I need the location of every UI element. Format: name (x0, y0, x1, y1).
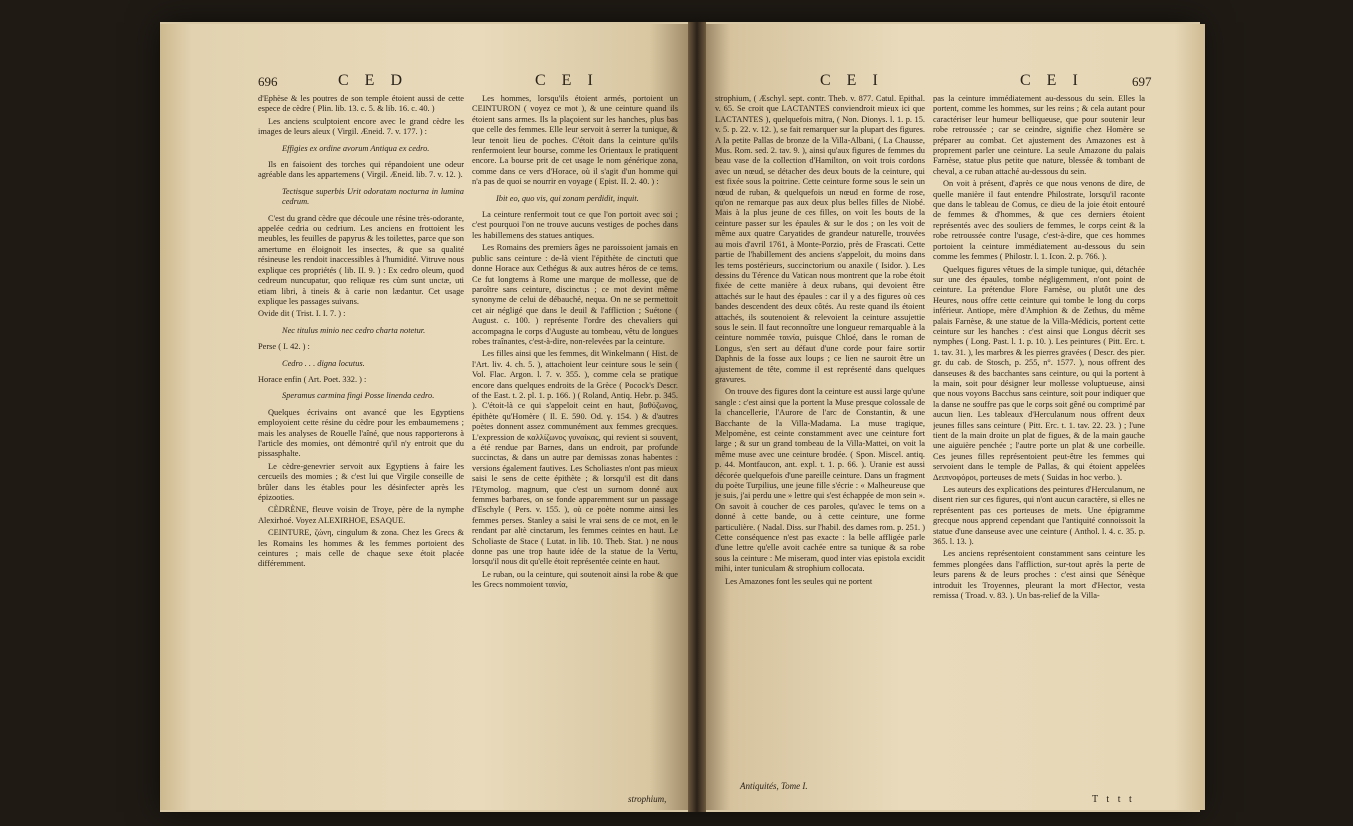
paragraph: On voit à présent, d'après ce que nous venons de dire, de quelle manière il faut entendre Philostrate, lorsqu'il raconte que dans le tableau de Comus, ce dieu de la joie étoit entouré de femmes & d'hommes, & que ces derniers étoient représentés avec des souliers de femmes, le corps ceint & la robe retroussée contre l'usage, c'est-à-dire, que ces hommes portoient la ceinture immédiatement au-dessous du sein comme les femmes ( Philostr. l. 1. Icon. 2. p. 766. ). (933, 179, 1145, 262)
right-running-head-left: C E I (820, 72, 884, 89)
signature-mark: T t t t (1092, 794, 1135, 805)
paragraph: strophium, ( Æschyl. sept. contr. Theb. v. 877. Catul. Epithal. v. 65. Se croit que LACTANTES conviendroit mieux ici que LACTANTES ), quelquefois mitra, ( Non. Dionys. l. 1. p. 15. v. 5. p. 22. v. 12. ), se fait remarquer sur la plupart des figures. A la petite Pallas de bronze de la Villa-Albani, ( La Chausse, Mus. Rom. sed. 2. tav. 9. ), ainsi qu'aux figures de femmes du beau vase de la collection d'Hamilton, on voit trois cordons avec un nœud, se détacher des deux bouts de la ceinture, qui est fixée sous la poitrine. Cette ceinture forme sous le sein un nœud de ruban, & quelquefois un nœud en forme de rose, qu'on ne remarque pas aux deux plus belles filles de Niobé. Mais à la plus jeune de ces filles, on voit les bouts de la ceinture passer sur les épaules & sur le dos ; on les voit de même aux quatre Caryatides de grandeur naturelle, trouvées au mois d'avril 1761, à Monte-Porzio, près de Frascati. Cette partie de l'habillement des anciens s'appeloit, du moins dans les tems postérieurs, succinctorium ou anaxile ( Isidor. ). Les dessins du Térence du Vatican nous montrent que la robe étoit fixée de cette manière à deux rubans, qui devoient être attachés sur le haut des épaules : car il y a des figures où ces bandes descendent des deux côtés. Au reste quand ils étoient attachés, ils soutenoient & relevoient la ceinture assujettie sous le sein. Il faut reconnoître une longueur remarquable à la ceinture nommée ταινία, puisque Chloé, dans le roman de Longus, s'en sert au défaut d'une corde pour faire sortir Daphnis de la fosse aux loups ; ce lien ne sauroit être un ajustement de tête, comme il est représenté dans quelques gravures. (715, 94, 925, 384)
paragraph: Le ruban, ou la ceinture, qui soutenoit ainsi la robe & que les Grecs nommoient ταινία, (472, 569, 678, 590)
verse-quote: Tectisque superbis Urit odoratam nocturna in lumina cedrum. (282, 186, 464, 207)
book-gutter (688, 22, 706, 812)
right-page-number: 697 (1132, 74, 1152, 89)
paragraph: Les auteurs des explications des peintures d'Herculanum, ne disent rien sur ces figures, qui n'ont aucun caractère, si elles ne représentent pas ces porteuses de mets. Une épigramme grecque nous apprend cependant que l'antiquité connoissoit la statue d'une danseuse avec une ceinture ( Anthol. l. 4. c. 35. p. 365. l. 13. ). (933, 485, 1145, 547)
paragraph: Les hommes, lorsqu'ils étoient armés, portoient un CEINTURON ( voyez ce mot ), & une ceinture quand ils étoient sans armes. Ils la plaçoient sur les hanches, plus bas que celle des femmes. Elle leur servoit à serrer la tunique, & leur tenoit lieu de poches. C'étoit dans la ceinture qu'ils renfermoient leur bourse, comme les Orientaux le pratiquent encore. La bourse prit de cet usage le nom générique zona, comme dans ce vers d'Horace, où il s'agit d'un homme qui n'a pas de quoi se nourrir en voyage ( Epist. II. 2. 40. ) : (472, 94, 678, 187)
paragraph: Quelques figures vêtues de la simple tunique, qui, détachée sur une des épaules, tombe négligemment, n'ont point de ceinture. La prétendue Flore Farnèse, ou plutôt une des Heures, nous offre cette ceinture qui tombe le long du corps inférieur. Antiope, mère d'Amphion & de Zethus, du même palais Farnèse, & une statue de la Villa-Médicis, portent cette ceinture sur les hanches : c'est ainsi que Longus décrit ses nymphes ( Long. Past. l. 1. p. 10. ). Les peintures ( Pitt. Erc. t. 1. tav. 31. ), les marbres & les pierres gravées ( Descr. des pier. gr. du cab. de Stosch, p. 255, n°. 1577. ), nous offrent des danseuses & des bacchantes sans ceinture, ou qui la portent à la main, soit pour désigner leur mollesse voluptueuse, ainsi que nous voyons Bacchus sans ceinture, soit pour indiquer que la danse ne souffre pas que le corps soit gêné ou comprimé par aucun lien. Les tableaux d'Herculanum nous offrent deux jeunes filles sans ceinture ( Pitt. Erc. t. 1. tav. 22. 23. ) ; l'une tient de la main droite un plat de figues, & de la main gauche une aiguière penchée ; l'autre porte un plat & une corbeille. Ces jeunes filles représentoient peut-être les femmes qui servoient dans le temple de Pallas, & qui étoient appelées Δειπνοφόροι, porteuses de mets ( Suidas in hoc verbo. ). (933, 264, 1145, 482)
right-running-head-right: C E I (1020, 72, 1084, 89)
right-column-1 (715, 94, 925, 780)
paragraph: Ovide dit ( Trist. I. I. 7. ) : (258, 309, 346, 319)
paragraph: Les Romains des premiers âges ne paroissoient jamais en public sans ceinture : de-là vient l'épithète de cinctuti que donne Horace aux Cethégus & aux autres héros de ce tems. Ce fut longtems à Rome une marque de mollesse, que de paroître sans ceinture, discinctus ; ce mot devint même synonyme de celui de débauché, nequa. On ne se permettoit cet air négligé que dans le deuil & l'affliction ; Suétone ( August. c. 100. ) représente l'ordre des chevaliers qui accompagna le corps d'Auguste au tombeau, vêtu de longues robes traînantes, c'est-à-dire, non-relevées par la ceinture. (472, 243, 678, 346)
paragraph: CÈDRÈNE, fleuve voisin de Troye, père de la nymphe Alexirhoé. Voyez ALEXIRHOE, ESAQUE. (258, 505, 464, 525)
paragraph: Les anciens sculptoient encore avec le grand cèdre les images de leurs aïeux ( Virgil. Æneid. 7. v. 177. ) : (258, 116, 464, 137)
left-column-1 (258, 94, 464, 794)
paragraph: Ils en faisoient des torches qui répandoient une odeur agréable dans les appartemens ( Virgil. Æneid. lib. 7. v. 12. ). (258, 160, 464, 180)
left-page-number: 696 (258, 74, 278, 89)
paragraph: Les filles ainsi que les femmes, dit Winkelmann ( Hist. de l'Art. liv. 4. ch. 5. ), attachoient leur ceinture sous le sein ( Vol. Flac. Argon. l. 7. v. 355. ), comme cela se pratique encore dans quelques endroits de la Grèce ( Pocock's Descr. of the East. t. 2. pl. 1. p. 166. ) ( Roland, Antiq. Hebr. p. 345. ). C'étoit-là ce qui s'appeloit ceint en haut, βαθύζωνος, épithète qu'Homère ( Il. E. 590. Od. γ. 154. ) & d'autres poètes donnent assez communément aux femmes grecques. L'expression de καλλίζωνος γυναίκας, qui revient si souvent, a été rendue par Barnes, dans un endroit, par profunde succinctas, & dans un autre par demissas zonas habentes : versions également fautives. Les Scholiastes n'ont pas mieux saisi le sens de cette épithète ; & lorsqu'il est dit dans l'Etymolog. magnum, que c'est un surnom donné aux femmes barbares, on se fonde apparemment sur un passage d'Eschyle ( Pers. v. 155. ), où ce poète nomme ainsi les femmes perses. Stanley a saisi le vrai sens de ce mot, en le rendant par altè cinctarum, les femmes ceintes en haut. Le Scholiaste de Stace ( Lutat. in lib. 10. Theb. Stat. ) ne nous donne pas une trop haute idée de la statue de la Vertu, lorsqu'il nous dit qu'elle étoit représentée ceinte en haut. (472, 349, 678, 567)
right-column-2 (933, 94, 1145, 788)
paragraph: Le cèdre-genevrier servoit aux Egyptiens à faire les cercueils des momies ; & c'est lui que Virgile conseille de brûler dans les étables pour les désinfecter après les épizooties. (258, 461, 464, 502)
paragraph: Les anciens représentoient constamment sans ceinture les femmes plongées dans l'affliction, sur-tout après la perte de leurs parens & de leurs proches : c'est ainsi que Sénèque introduit les Troyennes, pleurant la mort d'Hector, vesta remissa ( Troad. v. 83. ). Un bas-relief de la Villa- (933, 549, 1145, 601)
catchword: strophium, (628, 794, 667, 804)
paragraph: d'Ephèse & les poutres de son temple étoient aussi de cette espece de cèdre ( Plin. lib. 13. c. 5. & lib. 16. c. 40. ) (258, 94, 464, 114)
verse-quote: Nec titulus minio nec cedro charta notetur. (282, 325, 426, 335)
paragraph: C'est du grand cèdre que découle une résine très-odorante, appelée cedria ou cedrium. Les anciens en frottoient les meubles, les feuilles de papyrus & les toilettes, parce que son amertume en éloignoit les insectes, & que sa qualité résineuse les rendoit inaccessibles à l'humidité. Vitruve nous explique ces propriétés ( lib. II. 9. ) : Ex cedro oleum, quod cedreum nuncupatur, quo reliquæ res cùm sunt unctæ, uti etiam libri, à tineis & à carie non lædantur. Cet usage explique les passages suivans. (258, 213, 464, 306)
verse-quote: Cedro . . . digna locutus. (282, 358, 365, 368)
left-running-head: C E D (338, 72, 408, 89)
paragraph: pas la ceinture immédiatement au-dessous du sein. Elles la portent, comme les hommes, sur les reins ; & cela autant pour caractériser leur humeur belliqueuse, que pour soutenir leur robe retroussée ; car se ceindre, signifie chez Homère se préparer au combat. Cet ajustement des Amazones est à proprement parler une ceinture. La seule Amazone du palais Farnèse, statue plus petite que nature, blessée & tombant de cheval, a ce ruban attaché au-dessous du sein. (933, 94, 1145, 176)
paragraph: On trouve des figures dont la ceinture est aussi large qu'une sangle : c'est ainsi que la portent la Muse presque colossale de la chancellerie, l'Aurore de l'arc de Constantin, & une Bacchante de la Villa-Madama. La muse tragique, Melpomène, est ceinte constamment avec une ceinture fort large ; & sur un grand tombeau de la Villa-Mattei, on voit la même muse avec une ceinture brodée. ( Spon. Miscel. antiq. p. 44. Montfaucon, ant. expl. t. 1. p. 66. ). Uranie est aussi décorée quelquefois d'une pareille ceinture. Dans un fragment du poète Turpilius, une jeune fille s'écrie : « Malheureuse que je suis, j'ai perdu une » lettre qui s'est échappée de mon sein ». On savoit à coucher de ces paroles, qu'avec le tems on a donné à cette bande, ou à cette ceinture, une forme particulière. ( Nadal. Diss. sur l'habil. des dames rom. p. 251. ) Cette conséquence n'est pas exacte : la belle affligée parle d'une lettre qu'elle avoit cachée entre sa tunique & sa robe sous la ceinture : Me miseram, quod inter vias epistola excidit mihi, inter tuniculam & strophium collocata. (715, 387, 925, 574)
paragraph: Perse ( I. 42. ) : (258, 342, 310, 352)
verse-quote: Ibit eo, quo vis, qui zonam perdidit, inquit. (496, 193, 639, 203)
volume-footer: Antiquités, Tome I. (740, 781, 808, 791)
paragraph: CEINTURE, ζώνη, cingulum & zona. Chez les Grecs & les Romains les hommes & les femmes portoient des ceintures ; mais celle de chaque sexe étoit placée différemment. (258, 528, 464, 569)
paragraph: Quelques écrivains ont avancé que les Egyptiens employoient cette résine du cèdre pour les embaumemens ; mais les analyses de Rouelle l'aîné, que nous rapporterons à l'article des momies, ont démontré qu'il n'y entroit que du pissasphalte. (258, 407, 464, 459)
paragraph: Horace enfin ( Art. Poet. 332. ) : (258, 374, 367, 384)
verse-quote: Effigies ex ordine avorum Antiqua ex cedro. (282, 143, 430, 153)
left-column-2 (472, 94, 678, 790)
paragraph: La ceinture renfermoit tout ce que l'on portoit avec soi ; c'est pourquoi l'on ne trouve aucuns vestiges de poches dans les habillemens des statues antiques. (472, 210, 678, 240)
verse-quote: Speramus carmina fingi Posse linenda cedro. (282, 391, 435, 401)
left-running-head-mid: C E I (535, 72, 599, 89)
paragraph: Les Amazones font les seules qui ne portent (725, 576, 873, 586)
